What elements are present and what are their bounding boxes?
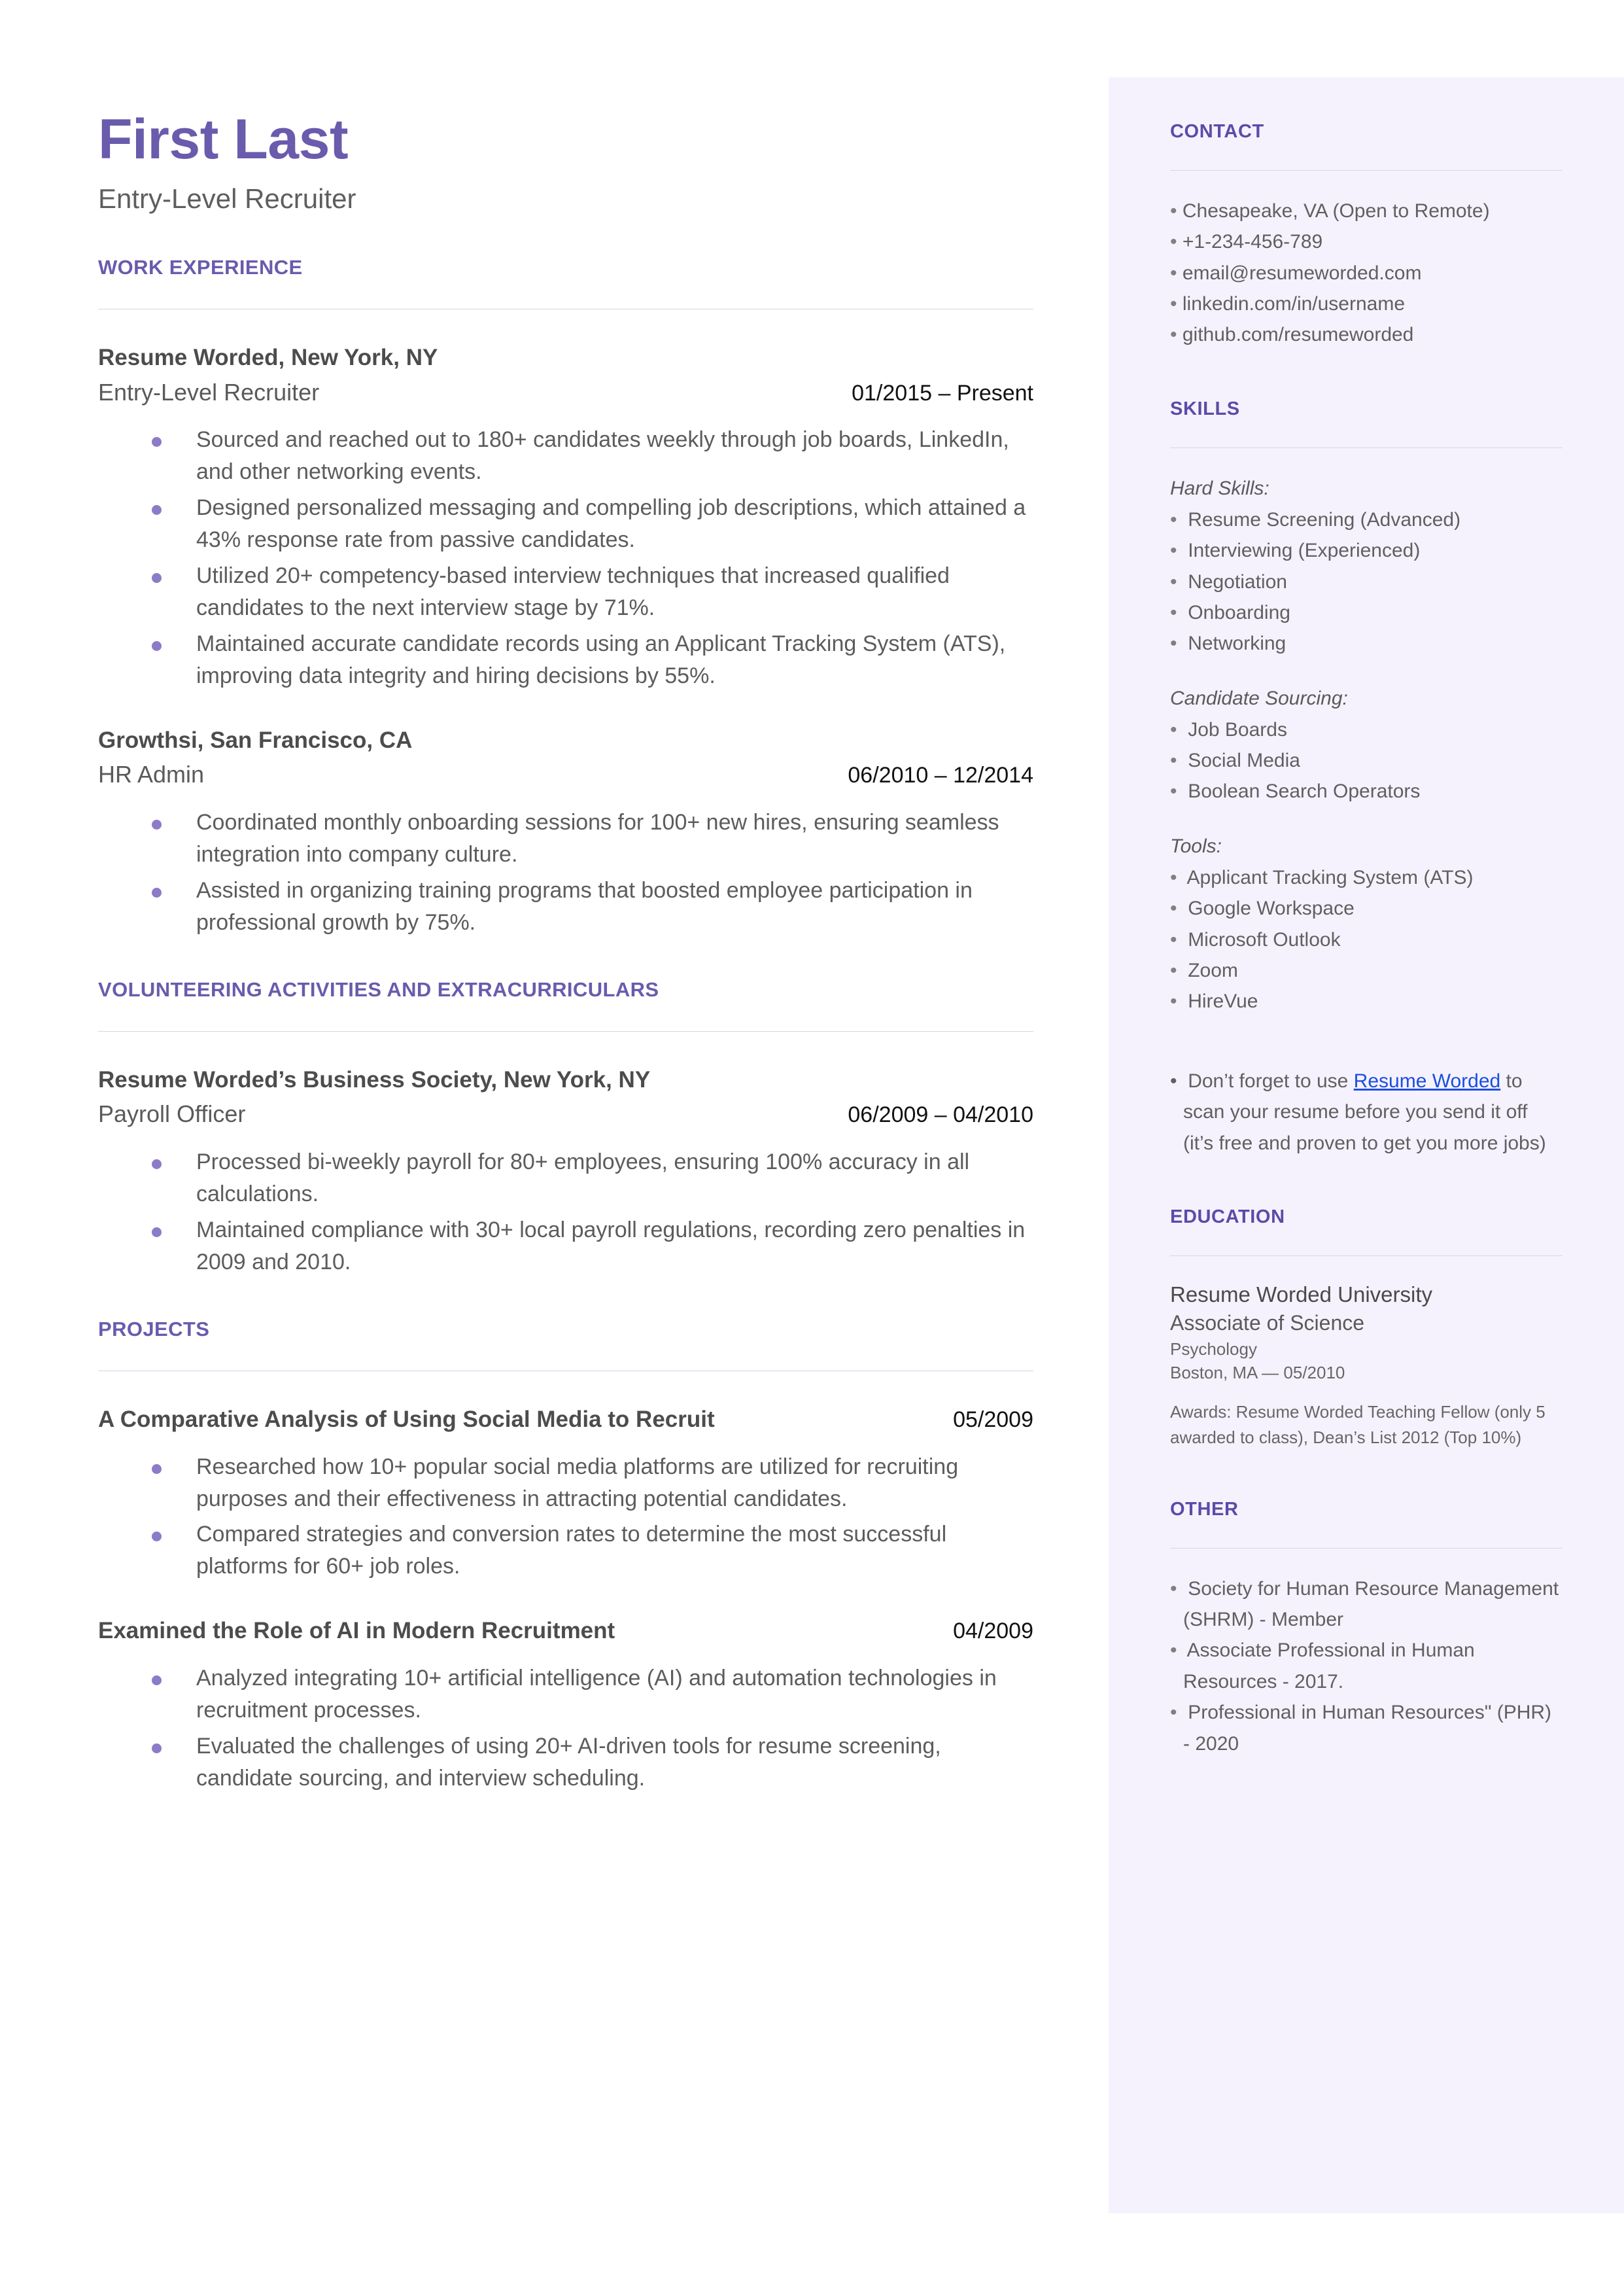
skill-item <box>1170 862 1563 893</box>
contact-value: +1-234-456-789 <box>1182 231 1323 253</box>
skill-item <box>1170 597 1563 628</box>
education-field: Psychology <box>1170 1339 1257 1359</box>
sidebar-heading-education: EDUCATION <box>1170 1206 1285 1227</box>
other-list <box>1170 1573 1563 1759</box>
skills-list-tools <box>1170 862 1563 1017</box>
skills-group-label-sourcing: Candidate Sourcing: <box>1170 687 1348 709</box>
bullet-item: Analyzed integrating 10+ artificial intelligence (AI) and automation technologies in recruitment processes. <box>152 1662 1033 1726</box>
project-title: A Comparative Analysis of Using Social Media to Recruit <box>98 1406 715 1432</box>
project-date: 04/2009 <box>953 1619 1033 1644</box>
education-degree: Associate of Science <box>1170 1310 1365 1335</box>
skill-item <box>1170 567 1563 597</box>
skill-label: Zoom <box>1188 960 1238 982</box>
candidate-tagline: Entry-Level Recruiter <box>98 183 356 215</box>
volunteering-entry <box>98 1066 1033 1278</box>
bullet-dot-icon: • <box>1170 1702 1177 1724</box>
other-label: Associate Professional in Human Resources - 2017. <box>1183 1639 1475 1692</box>
skill-item <box>1170 986 1563 1017</box>
sidebar-section-contact <box>1170 122 1563 351</box>
bullet-dot-icon: • <box>1170 866 1177 888</box>
work-entry-date: 01/2015 – Present <box>852 380 1033 406</box>
sidebar-divider <box>1170 1255 1563 1256</box>
bullet-dot-icon: • <box>1170 570 1177 593</box>
bullet-dot-icon: • <box>1170 1639 1177 1662</box>
bullet-dot-icon: • <box>1170 718 1177 741</box>
skill-item <box>1170 628 1563 659</box>
skill-label: Microsoft Outlook <box>1188 928 1341 951</box>
resume-worded-link[interactable]: Resume Worded <box>1353 1070 1501 1092</box>
other-item <box>1170 1573 1563 1636</box>
volunteering-entry-role: Payroll Officer <box>98 1100 246 1128</box>
sidebar-heading-other: OTHER <box>1170 1498 1239 1520</box>
skills-group-label-hard: Hard Skills: <box>1170 477 1270 499</box>
bullet-dot-icon: • <box>1170 1070 1177 1092</box>
skill-label: Social Media <box>1188 750 1300 772</box>
bullet-dot-icon: • <box>1170 262 1177 284</box>
project-entry <box>98 1617 1033 1795</box>
skill-label: Google Workspace <box>1188 898 1355 920</box>
skill-label: Interviewing (Experienced) <box>1188 540 1421 562</box>
contact-item-location <box>1170 196 1563 226</box>
spacer <box>1170 351 1563 399</box>
project-date: 05/2009 <box>953 1407 1033 1432</box>
promo-text-after: to scan your resume before you send it off (it’s free and proven to get you more jobs) <box>1183 1070 1546 1154</box>
bullet-item: Compared strategies and conversion rates to determine the most successful platforms for 60+ job roles. <box>152 1518 1033 1583</box>
education-location-date: Boston, MA — 05/2010 <box>1170 1363 1345 1383</box>
volunteering-entry-bullets <box>98 1146 1033 1278</box>
promo-text-before: Don’t forget to use <box>1188 1070 1354 1092</box>
skill-item <box>1170 504 1563 535</box>
candidate-name: First Last <box>98 108 349 171</box>
contact-item-email <box>1170 258 1563 289</box>
skill-item <box>1170 745 1563 776</box>
skill-label: Negotiation <box>1188 570 1287 593</box>
work-entry <box>98 726 1033 939</box>
bullet-dot-icon: • <box>1170 200 1177 222</box>
bullet-item: Evaluated the challenges of using 20+ AI-driven tools for resume screening, candidate sourcing, and interview scheduling. <box>152 1730 1033 1795</box>
skills-list-sourcing <box>1170 714 1563 807</box>
work-entry-meta <box>98 377 1033 408</box>
other-item <box>1170 1697 1563 1759</box>
work-entry-meta <box>98 760 1033 790</box>
skill-label: Job Boards <box>1188 718 1287 741</box>
skill-label: Applicant Tracking System (ATS) <box>1186 866 1474 888</box>
sidebar-divider <box>1170 447 1563 448</box>
bullet-dot-icon: • <box>1170 1577 1177 1600</box>
sidebar-heading-contact: CONTACT <box>1170 121 1264 142</box>
bullet-dot-icon: • <box>1170 898 1177 920</box>
contact-value: github.com/resumeworded <box>1182 324 1414 346</box>
skill-label: HireVue <box>1188 990 1258 1013</box>
skill-label: Boolean Search Operators <box>1188 780 1421 803</box>
bullet-dot-icon: • <box>1170 540 1177 562</box>
bullet-dot-icon: • <box>1170 960 1177 982</box>
project-title: Examined the Role of AI in Modern Recruitment <box>98 1618 615 1644</box>
project-entry-header <box>98 1617 1033 1645</box>
skill-item <box>1170 714 1563 745</box>
bullet-dot-icon: • <box>1170 780 1177 803</box>
bullet-item: Sourced and reached out to 180+ candidates weekly through job boards, LinkedIn, and other networking events. <box>152 424 1033 488</box>
resume-worded-promo <box>1170 1066 1563 1159</box>
skill-label: Onboarding <box>1188 601 1290 623</box>
spacer <box>1170 659 1563 683</box>
work-entry-org: Resume Worded, New York, NY <box>98 344 438 370</box>
education-school: Resume Worded University <box>1170 1282 1433 1306</box>
work-entry <box>98 343 1033 692</box>
section-heading-projects: PROJECTS <box>98 1317 210 1340</box>
contact-item-phone <box>1170 226 1563 257</box>
project-entry-header <box>98 1405 1033 1434</box>
contact-value: linkedin.com/in/username <box>1182 293 1406 315</box>
skill-item <box>1170 776 1563 807</box>
volunteering-entry-meta <box>98 1099 1033 1129</box>
other-label: Society for Human Resource Management (SHRM) - Member <box>1183 1577 1559 1631</box>
bullet-dot-icon: • <box>1170 750 1177 772</box>
work-entry-bullets <box>98 807 1033 939</box>
skill-label: Networking <box>1188 633 1287 655</box>
bullet-item: Designed personalized messaging and compelling job descriptions, which attained a 43% response rate from passive candidates. <box>152 492 1033 556</box>
work-entry-role: HR Admin <box>98 761 205 788</box>
section-divider <box>98 1031 1033 1032</box>
project-bullets <box>98 1662 1033 1795</box>
bullet-item: Assisted in organizing training programs that boosted employee participation in professional growth by 75%. <box>152 875 1033 939</box>
spacer <box>1170 1451 1563 1499</box>
skills-group-label-tools: Tools: <box>1170 835 1222 857</box>
bullet-item: Maintained accurate candidate records using an Applicant Tracking System (ATS), improving data integrity and hiring decisions by 55%. <box>152 628 1033 692</box>
spacer <box>1170 807 1563 831</box>
bullet-item: Researched how 10+ popular social media platforms are utilized for recruiting purposes and their effectiveness in attracting potential candidates. <box>152 1451 1033 1515</box>
bullet-dot-icon: • <box>1170 928 1177 951</box>
contact-value: Chesapeake, VA (Open to Remote) <box>1182 200 1490 222</box>
contact-item-linkedin <box>1170 289 1563 319</box>
skill-item <box>1170 893 1563 924</box>
volunteering-entry-org: Resume Worded’s Business Society, New York, NY <box>98 1066 651 1093</box>
skills-list-hard <box>1170 504 1563 659</box>
sidebar-divider <box>1170 170 1563 171</box>
work-entry-date: 06/2010 – 12/2014 <box>848 763 1033 788</box>
volunteering-entry-date: 06/2009 – 04/2010 <box>848 1102 1033 1128</box>
bullet-item: Utilized 20+ competency-based interview techniques that increased qualified candidates to the next interview stage by 71%. <box>152 560 1033 624</box>
contact-list <box>1170 196 1563 351</box>
bullet-item: Maintained compliance with 30+ local payroll regulations, recording zero penalties in 2009 and 2010. <box>152 1214 1033 1278</box>
other-label: Professional in Human Resources" (PHR) - 2020 <box>1183 1702 1552 1755</box>
section-heading-work-experience: WORK EXPERIENCE <box>98 255 303 279</box>
sidebar <box>1109 77 1624 2213</box>
project-bullets <box>98 1451 1033 1583</box>
bullet-dot-icon: • <box>1170 633 1177 655</box>
main-column <box>98 110 1033 1798</box>
spacer <box>1170 1017 1563 1066</box>
bullet-dot-icon: • <box>1170 990 1177 1013</box>
contact-value: email@resumeworded.com <box>1182 262 1422 284</box>
bullet-dot-icon: • <box>1170 231 1177 253</box>
contact-item-github <box>1170 319 1563 350</box>
sidebar-heading-skills: SKILLS <box>1170 398 1240 419</box>
bullet-dot-icon: • <box>1170 324 1177 346</box>
bullet-dot-icon: • <box>1170 508 1177 531</box>
work-entry-org: Growthsi, San Francisco, CA <box>98 727 413 753</box>
education-awards: Awards: Resume Worded Teaching Fellow (only 5 awarded to class), Dean’s List 2012 (Top 10%) <box>1170 1401 1546 1448</box>
skill-item <box>1170 535 1563 566</box>
sidebar-divider <box>1170 1548 1563 1549</box>
bullet-item: Coordinated monthly onboarding sessions for 100+ new hires, ensuring seamless integration into company culture. <box>152 807 1033 871</box>
skill-item <box>1170 924 1563 955</box>
other-item <box>1170 1635 1563 1697</box>
skill-item <box>1170 955 1563 986</box>
sidebar-section-other <box>1170 1499 1563 1759</box>
work-entry-bullets <box>98 424 1033 692</box>
spacer <box>1170 1159 1563 1207</box>
project-entry <box>98 1405 1033 1583</box>
bullet-dot-icon: • <box>1170 293 1177 315</box>
sidebar-section-education <box>1170 1207 1563 1451</box>
skill-label: Resume Screening (Advanced) <box>1188 508 1461 531</box>
bullet-dot-icon: • <box>1170 601 1177 623</box>
work-entry-role: Entry-Level Recruiter <box>98 378 320 406</box>
sidebar-section-skills <box>1170 399 1563 1159</box>
section-heading-volunteering: VOLUNTEERING ACTIVITIES AND EXTRACURRICULARS <box>98 977 659 1001</box>
bullet-item: Processed bi-weekly payroll for 80+ employees, ensuring 100% accuracy in all calculations. <box>152 1146 1033 1210</box>
